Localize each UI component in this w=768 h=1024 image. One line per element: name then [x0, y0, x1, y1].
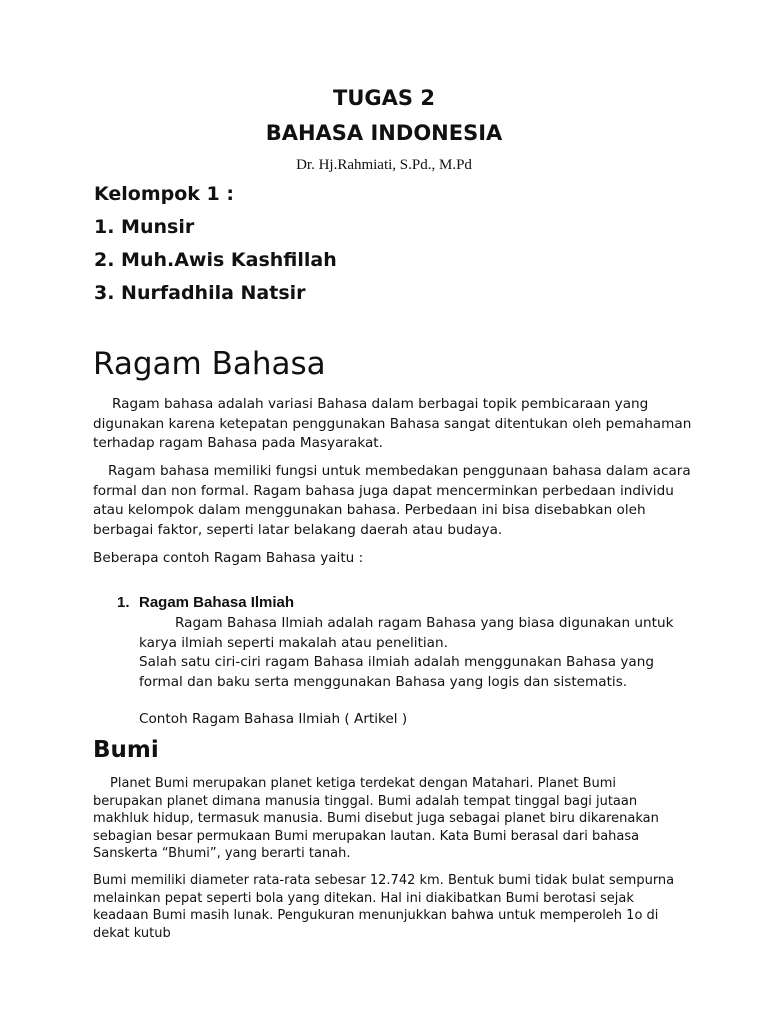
bumi-paragraph-1-text: Planet Bumi merupakan planet ketiga terdekat dengan Matahari. Planet Bumi berupakan planet dimana manusia tinggal. Bumi adalah tempat tinggal bagi jutaan makhluk hidup, termasuk manusia. Bumi disebut juga sebagai planet biru dikarenakan sebagian besar permukaan Bumi merupakan lautan. Kata Bumi berasal dari bahasa Sanskerta “Bhumi”, yang berarti tanah. [93, 776, 659, 862]
author-name: Dr. Hj.Rahmiati, S.Pd., M.Pd [296, 157, 472, 173]
group-member-1: 1. Munsir [94, 216, 195, 238]
list-item-1-body-1 [139, 614, 679, 653]
list-item-1-body-2: Salah satu ciri-ciri ragam Bahasa ilmiah adalah menggunakan Bahasa yang formal dan baku serta menggunakan Bahasa yang logis dan sistematis. [139, 654, 654, 690]
list-item-1-title [117, 594, 294, 611]
list-item-1-number: 1. [117, 594, 130, 611]
list-item-1-example: Contoh Ragam Bahasa Ilmiah ( Artikel ) [139, 711, 408, 727]
ragam-paragraph-2 [93, 462, 693, 540]
ragam-paragraph-2-text: Ragam bahasa memiliki fungsi untuk membedakan penggunaan bahasa dalam acara formal dan non formal. Ragam bahasa juga dapat mencerminkan perbedaan individu atau kelompok dalam menggunakan bahasa. Perbedaan ini bisa disebabkan oleh berbagai faktor, seperti latar belakang daerah atau budaya. [93, 463, 691, 538]
ragam-paragraph-1-text: Ragam bahasa adalah variasi Bahasa dalam berbagai topik pembicaraan yang digunakan karena ketepatan penggunakan Bahasa sangat ditentukan oleh pemahaman terhadap ragam Bahasa pada Masyarakat. [93, 396, 692, 451]
document-title-line2: BAHASA INDONESIA [265, 121, 503, 145]
group-label: Kelompok 1 : [94, 183, 234, 205]
ragam-intro: Beberapa contoh Ragam Bahasa yaitu : [93, 550, 364, 566]
document-title-line1: TUGAS 2 [333, 86, 435, 110]
bumi-paragraph-1 [93, 775, 683, 863]
group-member-3: 3. Nurfadhila Natsir [94, 282, 306, 304]
ragam-paragraph-1 [93, 395, 693, 454]
bumi-paragraph-2: Bumi memiliki diameter rata-rata sebesar 12.742 km. Bentuk bumi tidak bulat sempurna melainkan pepat seperti bola yang ditekan. Hal ini diakibatkan Bumi berotasi sejak keadaan Bumi masih lunak. Pengukuran menunjukkan bahwa untuk memperoleh 1o di dekat kutub [93, 873, 675, 941]
group-member-2: 2. Muh.Awis Kashfillah [94, 249, 337, 271]
section-heading-ragam-bahasa: Ragam Bahasa [93, 346, 326, 382]
list-item-1-title-text: Ragam Bahasa Ilmiah [139, 594, 295, 611]
section-heading-bumi: Bumi [93, 737, 159, 763]
list-item-1-body-1-text: Ragam Bahasa Ilmiah adalah ragam Bahasa yang biasa digunakan untuk karya ilmiah seperti makalah atau penelitian. [139, 615, 674, 651]
